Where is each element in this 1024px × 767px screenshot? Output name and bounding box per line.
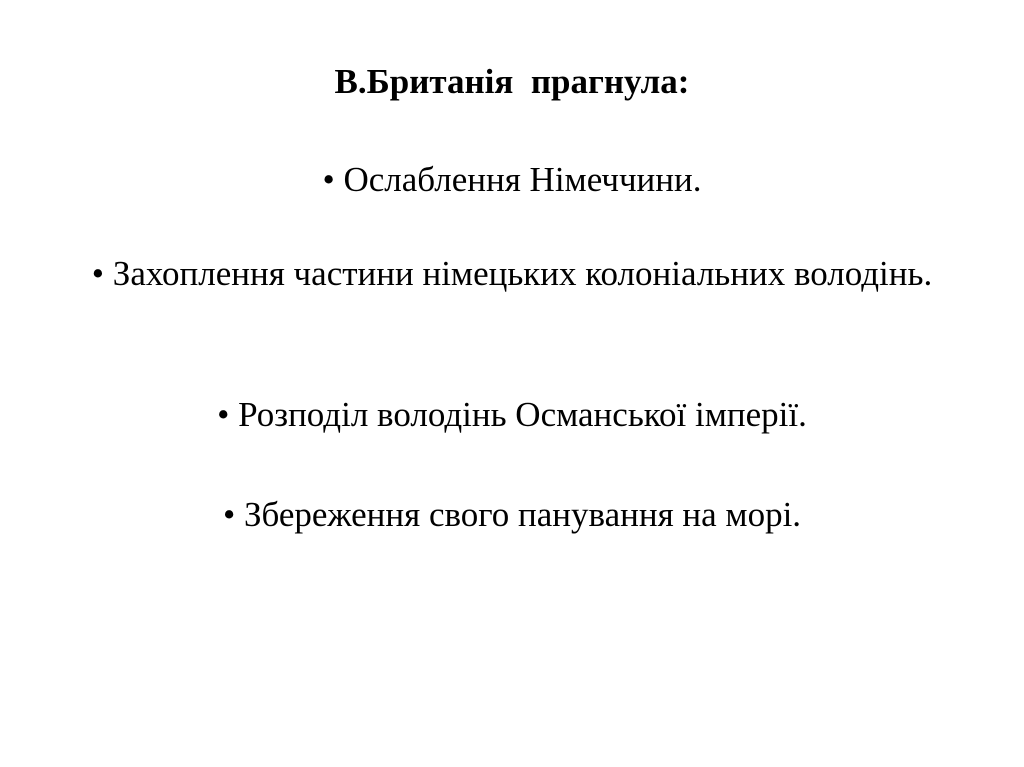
bullet-item-weaken-germany: • Ослаблення Німеччини. — [322, 160, 702, 199]
bullet-item-seize-colonies: • Захоплення частини німецьких колоніальних володінь. — [91, 254, 933, 293]
slide-title: В.Британія прагнула: — [334, 62, 690, 101]
bullet-item-naval-dominance: • Збереження свого панування на морі. — [222, 495, 802, 534]
bullet-item-divide-ottoman: • Розподіл володінь Османської імперії. — [217, 395, 807, 434]
